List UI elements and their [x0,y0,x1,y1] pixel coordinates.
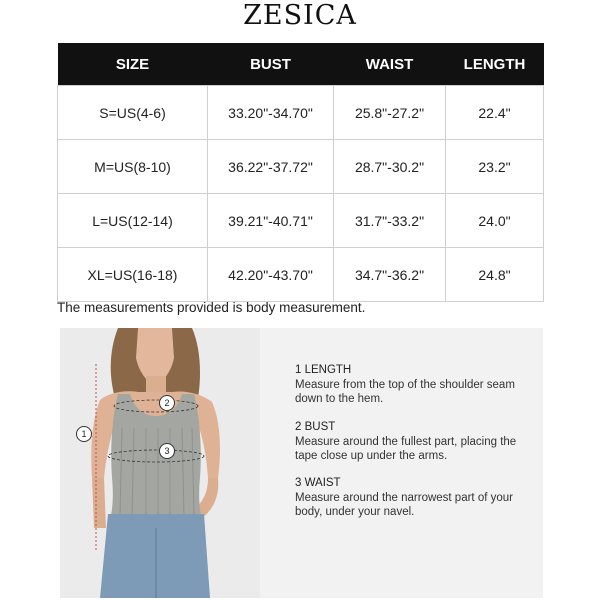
cell-bust: 36.22"-37.72" [208,140,334,194]
header-waist: WAIST [334,43,446,86]
guide-length [295,363,535,407]
guide-bust [295,420,535,464]
model-illustration [60,328,260,598]
brand-logo: ZESICA [243,0,357,31]
table-header-row [58,43,544,86]
guide-length-text: Measure from the top of the shoulder seam down to the hem. [295,378,515,405]
marker-bust: 2 [159,395,175,411]
guide-bust-title: 2 BUST [295,421,336,433]
cell-waist: 31.7"-33.2" [334,194,446,248]
table-row [58,140,544,194]
cell-waist: 34.7"-36.2" [334,248,446,302]
guide-length-title: 1 LENGTH [295,364,352,376]
cell-length: 22.4" [446,86,544,140]
guide-waist-text: Measure around the narrowest part of your body, under your navel. [295,491,513,518]
cell-waist: 25.8"-27.2" [334,86,446,140]
table-row [58,248,544,302]
cell-length: 23.2" [446,140,544,194]
cell-size: L=US(12-14) [58,194,208,248]
guide-bust-text: Measure around the fullest part, placing the tape close up under the arms. [295,435,517,462]
cell-length: 24.8" [446,248,544,302]
marker-waist: 3 [159,443,175,459]
guide-waist [295,476,535,520]
cell-size: S=US(4-6) [58,86,208,140]
model-figure-icon [60,328,260,598]
cell-bust: 42.20"-43.70" [208,248,334,302]
cell-bust: 39.21"-40.71" [208,194,334,248]
table-row [58,86,544,140]
cell-size: XL=US(16-18) [58,248,208,302]
measurement-note: The measurements provided is body measurement. [57,300,366,315]
cell-size: M=US(8-10) [58,140,208,194]
cell-waist: 28.7"-30.2" [334,140,446,194]
header-bust: BUST [208,43,334,86]
header-length: LENGTH [446,43,544,86]
size-chart-table [57,43,544,302]
cell-length: 24.0" [446,194,544,248]
cell-bust: 33.20"-34.70" [208,86,334,140]
table-row [58,194,544,248]
guide-waist-title: 3 WAIST [295,477,341,489]
header-size: SIZE [58,43,208,86]
marker-length: 1 [76,426,92,442]
